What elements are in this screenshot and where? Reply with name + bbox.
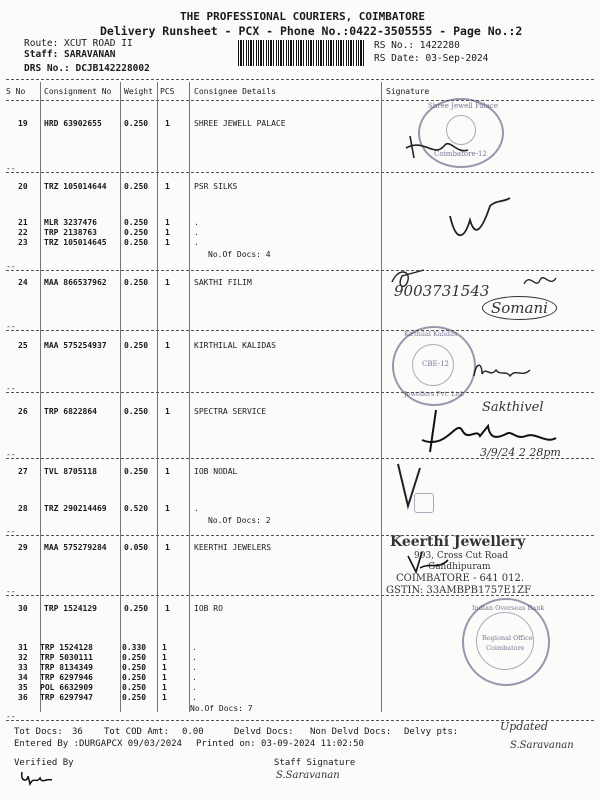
row-pcs: 1: [165, 407, 170, 416]
signature: [470, 356, 540, 382]
keerthi-jewellery-name: Keerthi Jewellery: [390, 534, 526, 550]
runsheet-line: Delivery Runsheet - PCX - Phone No.:0422-3505555 - Page No.:2: [100, 24, 523, 38]
row-sno: 34: [18, 673, 28, 682]
verified-by-label: Verified By: [14, 758, 74, 768]
row-consignment: HRD 63902655: [44, 119, 102, 128]
entered-by: Entered By :DURGAPCX 09/03/2024: [14, 739, 182, 749]
stamp-text: Kirthilal Kalidas: [404, 330, 458, 338]
row-sno: 32: [18, 653, 28, 662]
keerthi-address: 993, Cross Cut Road: [414, 551, 509, 561]
row-pcs: 1: [165, 119, 170, 128]
divider: [6, 330, 594, 331]
tot-docs-value: 36: [72, 727, 83, 737]
row-weight: 0.250: [122, 693, 147, 702]
divider-mark: --: [6, 527, 16, 536]
row-consignment: MLR 3237476: [44, 218, 97, 227]
row-pcs: 1: [165, 238, 170, 247]
delvd-docs: Delvd Docs:: [234, 727, 294, 737]
signature: [416, 400, 576, 470]
row-consignment: TRP 1524129: [44, 604, 97, 613]
row-consignee: IOB RO: [194, 604, 223, 613]
tot-docs-label: Tot Docs:: [14, 727, 63, 737]
rs-date: RS Date: 03-Sep-2024: [374, 53, 489, 64]
divider-mark: --: [6, 712, 16, 721]
row-sno: 19: [18, 119, 28, 128]
row-pcs: 1: [162, 643, 167, 652]
row-sno: 29: [18, 543, 28, 552]
signature: [18, 768, 58, 788]
row-sno: 27: [18, 467, 28, 476]
row-consignment: MAA 575254937: [44, 341, 107, 350]
stamp-text: Indian Overseas Bank: [472, 604, 545, 612]
stamp-text: Jewellers Pvt. Ltd.: [404, 390, 465, 398]
divider: [6, 270, 594, 271]
row-pcs: 1: [162, 673, 167, 682]
row-sno: 24: [18, 278, 28, 287]
row-weight: 0.250: [122, 653, 147, 662]
row-consignee: .: [194, 238, 199, 247]
column-rule: [40, 82, 41, 712]
row-consignment: TRP 5030111: [40, 653, 93, 662]
cod-label: Tot COD Amt:: [104, 727, 170, 737]
divider: [6, 79, 594, 80]
row-consignee: KEERTHI JEWELERS: [194, 543, 272, 552]
row-pcs: 1: [165, 182, 170, 191]
row-pcs: 1: [165, 543, 170, 552]
rs-number: RS No.: 1422280: [374, 40, 460, 51]
row-weight: 0.250: [124, 341, 149, 350]
row-weight: 0.330: [122, 643, 147, 652]
row-sno: 21: [18, 218, 28, 227]
row-sno: 25: [18, 341, 28, 350]
row-consignee: SPECTRA SERVICE: [194, 407, 267, 416]
row-consignee: SAKTHI FILIM: [194, 278, 252, 287]
row-consignment: TRP 1524128: [40, 643, 93, 652]
cod-value: 0.00: [182, 727, 204, 737]
route-label: Route: XCUT ROAD II: [24, 38, 133, 49]
row-consignee: PSR SILKS: [194, 182, 238, 191]
divider-mark: --: [6, 164, 16, 173]
row-sno: 30: [18, 604, 28, 613]
col-header-consignment: Consignment No: [44, 87, 112, 96]
handwritten-name: Sakthivel: [482, 400, 544, 415]
row-consignee: SHREE JEWELL PALACE: [194, 119, 286, 128]
row-consignee: KIRTHILAL KALIDAS: [194, 341, 276, 350]
keerthi-city: COIMBATORE - 641 012.: [396, 573, 525, 584]
signature: [522, 270, 558, 292]
row-sno: 22: [18, 228, 28, 237]
col-header-sno: S No: [6, 87, 26, 96]
divider: [6, 392, 594, 393]
stamp-text: CBE-12: [422, 360, 450, 368]
row-sno: 28: [18, 504, 28, 513]
row-consignment: TRP 6297946: [40, 673, 93, 682]
row-pcs: 1: [162, 683, 167, 692]
row-consignee: .: [194, 228, 199, 237]
row-consignment: TVL 8705118: [44, 467, 97, 476]
row-weight: 0.250: [124, 467, 149, 476]
row-consignment: POL 6632909: [40, 683, 93, 692]
row-weight: 0.250: [124, 228, 149, 237]
keerthi-gstin: GSTIN: 33AMBPB1757E1ZF: [386, 585, 532, 596]
row-weight: 0.250: [122, 683, 147, 692]
row-consignment: TRP 8134349: [40, 663, 93, 672]
signature: [404, 548, 464, 578]
row-sno: 36: [18, 693, 28, 702]
stamp-text: Coimbatore: [486, 644, 525, 652]
column-rule: [381, 82, 382, 712]
col-header-consignee: Consignee Details: [194, 87, 276, 96]
stamp-text: Shree Jewell Palace: [428, 102, 498, 110]
handwritten-updated: Updated: [500, 720, 548, 733]
column-rule: [189, 82, 190, 712]
handwritten-date: 3/9/24 2 28pm: [480, 446, 561, 459]
stamp-text: Regional Office: [482, 634, 533, 642]
row-weight: 0.250: [124, 218, 149, 227]
row-sno: 31: [18, 643, 28, 652]
row-consignee: .: [192, 673, 197, 682]
row-weight: 0.250: [124, 182, 149, 191]
company-title: THE PROFESSIONAL COURIERS, COIMBATORE: [180, 10, 426, 23]
col-header-weight: Weight: [124, 87, 153, 96]
row-consignment: TRZ 105014644: [44, 182, 107, 191]
row-consignee: IOB NODAL: [194, 467, 238, 476]
handwritten-phone: 9003731543: [394, 282, 490, 300]
row-sno: 33: [18, 663, 28, 672]
row-consignee: .: [192, 653, 197, 662]
divider-mark: --: [6, 587, 16, 596]
row-weight: 0.520: [124, 504, 149, 513]
row-consignment: TRZ 290214469: [44, 504, 107, 513]
row-pcs: 1: [165, 467, 170, 476]
row-consignment: TRP 6822864: [44, 407, 97, 416]
row-pcs: 1: [162, 693, 167, 702]
staff-label: Staff: SARAVANAN: [24, 49, 116, 60]
handwritten-saravanan: S.Saravanan: [510, 740, 574, 751]
barcode: [238, 40, 364, 66]
docs-count: No.Of Docs: 4: [208, 250, 271, 259]
row-weight: 0.250: [124, 604, 149, 613]
small-stamp-mark: [414, 493, 434, 513]
divider-mark: --: [6, 262, 16, 271]
row-pcs: 1: [162, 653, 167, 662]
row-consignee: .: [194, 218, 199, 227]
row-consignee: .: [192, 643, 197, 652]
row-sno: 20: [18, 182, 28, 191]
staff-signature-label: Staff Signature: [274, 758, 356, 768]
row-consignment: TRZ 105014645: [44, 238, 107, 247]
row-consignee: .: [192, 663, 197, 672]
row-consignee: .: [192, 693, 197, 702]
handwritten-name: Somani: [482, 296, 557, 320]
column-rule: [157, 82, 158, 712]
stamp-text: Coimbatore-12: [434, 150, 487, 158]
drs-number: DRS No.: DCJB142228002: [24, 63, 150, 74]
row-pcs: 1: [162, 663, 167, 672]
signature: [446, 196, 516, 246]
signature: [404, 128, 474, 168]
row-consignee: .: [192, 683, 197, 692]
divider-mark: --: [6, 450, 16, 459]
row-sno: 26: [18, 407, 28, 416]
printed-on: Printed on: 03-09-2024 11:02:50: [196, 739, 364, 749]
divider-mark: --: [6, 384, 16, 393]
row-pcs: 1: [165, 228, 170, 237]
docs-count: No.Of Docs: 2: [208, 516, 271, 525]
row-pcs: 1: [165, 341, 170, 350]
row-weight: 0.250: [124, 119, 149, 128]
non-delvd-docs: Non Delvd Docs:: [310, 727, 392, 737]
row-pcs: 1: [165, 218, 170, 227]
row-pcs: 1: [165, 278, 170, 287]
divider-mark: --: [6, 322, 16, 331]
row-weight: 0.250: [122, 663, 147, 672]
keerthi-address: Gandhipuram: [428, 562, 491, 572]
row-pcs: 1: [165, 504, 170, 513]
divider: [6, 100, 594, 101]
row-consignee: .: [194, 504, 199, 513]
row-weight: 0.250: [124, 278, 149, 287]
row-sno: 35: [18, 683, 28, 692]
row-consignment: MAA 575279284: [44, 543, 107, 552]
delvy-pts: Delvy pts:: [404, 727, 459, 737]
row-pcs: 1: [165, 604, 170, 613]
divider: [6, 172, 594, 173]
row-weight: 0.250: [122, 673, 147, 682]
row-weight: 0.050: [124, 543, 149, 552]
row-weight: 0.250: [124, 407, 149, 416]
row-weight: 0.250: [124, 238, 149, 247]
row-consignment: TRP 6297947: [40, 693, 93, 702]
col-header-pcs: PCS: [160, 87, 175, 96]
row-sno: 23: [18, 238, 28, 247]
handwritten-saravanan: S.Saravanan: [276, 770, 340, 781]
docs-count: No.Of Docs: 7: [190, 704, 253, 713]
column-rule: [120, 82, 121, 712]
row-consignment: TRP 2138763: [44, 228, 97, 237]
row-consignment: MAA 866537962: [44, 278, 107, 287]
col-header-signature: Signature: [386, 87, 430, 96]
